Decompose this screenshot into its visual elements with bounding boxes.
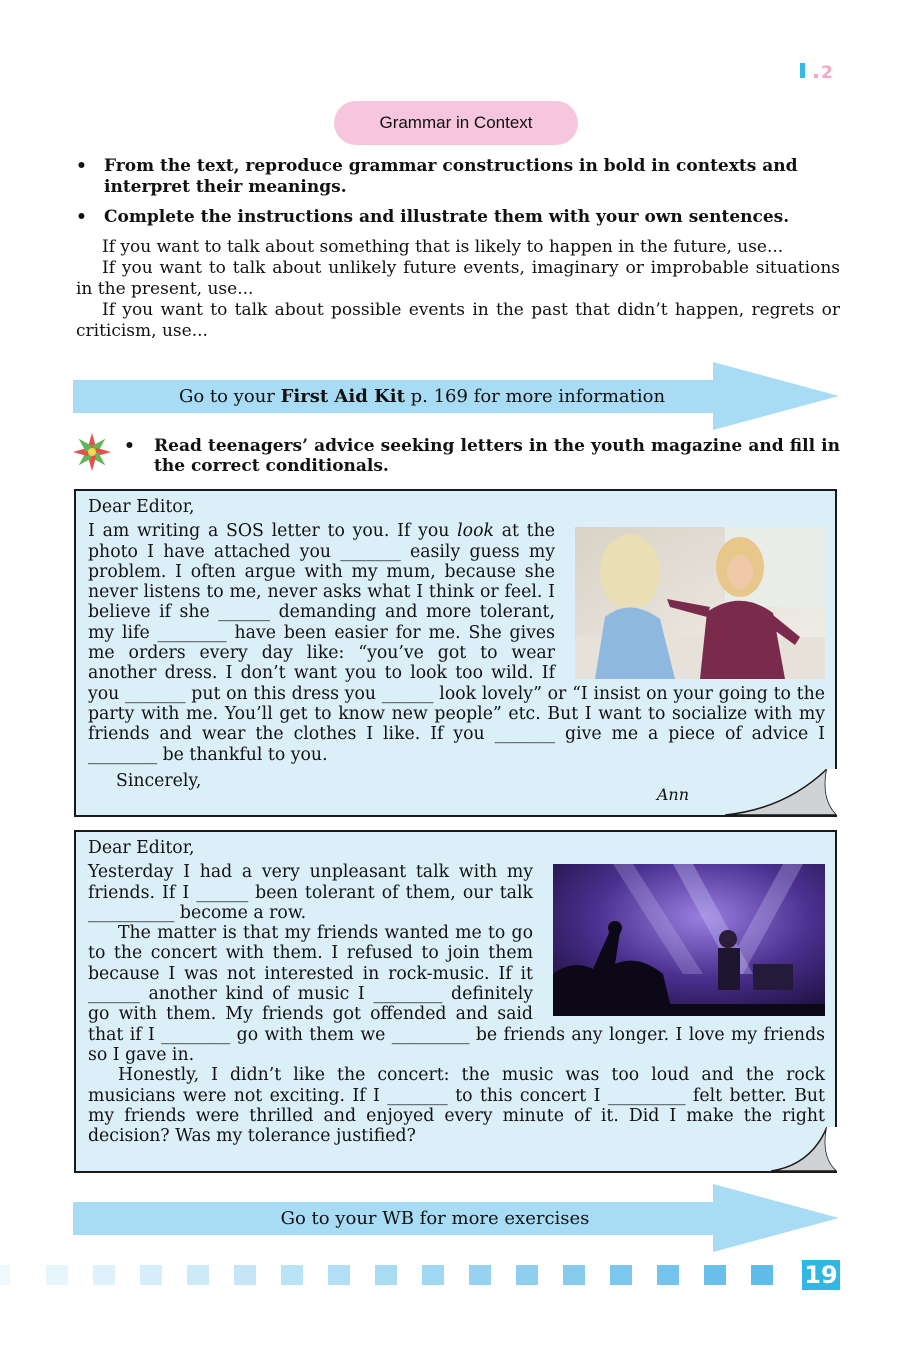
task-instruction: [72, 428, 840, 480]
prompt-text: If you want to talk about unlikely future events, imaginary or improbable situations in the present, use...: [76, 258, 840, 299]
page-curl-icon: [725, 769, 837, 817]
instruction-item: [76, 207, 840, 228]
svg-text:2: 2: [821, 63, 833, 82]
letter-body-text: I am writing a SOS letter to you. If you: [88, 521, 458, 542]
letter-1: [74, 489, 837, 817]
page-curl-icon: [771, 1127, 837, 1173]
letter-signature: Ann: [656, 784, 689, 804]
bullet-icon: •: [76, 156, 87, 176]
letter-body-italic: look: [457, 521, 494, 542]
instruction-item: [76, 156, 840, 198]
bullet-icon: •: [76, 207, 87, 227]
bullet-icon: •: [124, 436, 135, 456]
prompt-text: If you want to talk about something that is likely to happen in the future, use...: [102, 237, 784, 257]
letter-greeting: Dear Editor,: [88, 838, 195, 858]
instruction-text: Complete the instructions and illustrate them with your own sentences.: [104, 207, 790, 227]
letter-greeting: Dear Editor,: [88, 497, 195, 517]
letter-body: The matter is that my friends wanted me to go to the concert with them. I refused to join them because I was not interested in rock-music. If it ______ another kind of music I ________ definitely go with them. My friends got offended and said that if I ________ go with them we _________ be friends any longer. I love my friends so I gave in.: [88, 923, 825, 1065]
workbook-banner: [73, 1183, 839, 1253]
argument-photo: [575, 527, 825, 679]
banner-text: [73, 361, 771, 431]
page-number: 19: [802, 1260, 840, 1290]
star-icon: [72, 432, 112, 472]
unit-marker: [796, 60, 846, 82]
letter-body: Honestly, I didn’t like the concert: the music was too loud and the rock musicians were not exciting. If I _______ to this concert I _________ felt better. But my friends were thrilled and enjoyed every minute of it. Did I make the right decision? Was my tolerance justified?: [88, 1065, 825, 1147]
instruction-text: From the text, reproduce grammar constructions in bold in contexts and interpret their meanings.: [104, 156, 798, 197]
banner-text-post: p. 169 for more information: [404, 385, 666, 407]
section-title-pill: [334, 101, 578, 145]
banner-text: Go to your WB for more exercises: [280, 1207, 590, 1229]
first-aid-kit-link: First Aid Kit: [280, 385, 405, 407]
instructions-block: [76, 156, 840, 342]
letter-body-text: at the photo I have attached you _______ easily guess my problem. I often argue with my mum, because she never listens to me, never asks what I think or feel. I believe if she ______ demanding and more tolerant, my life ________ have been easier for me. She gives me orders every day like: “you’ve got to wear another dress. I don’t want you to look too wild. If you _______ put on this dress you ______ look lovely” or “I insist on your going to the party with me. You’ll get to know new people” etc. But I want to socialize with my friends and wear the clothes I like. If you _______ give me a piece of advice I ________ be thankful to you.: [88, 521, 825, 765]
concert-photo: [553, 864, 825, 1016]
letter-body: Yesterday I had a very unpleasant talk with my friends. If I ______ been tolerant of them, our talk __________ become a row.: [88, 862, 533, 923]
first-aid-kit-banner: [73, 361, 839, 431]
banner-text-pre: Go to your: [178, 385, 281, 407]
task-text: Read teenagers’ advice seeking letters in the youth magazine and fill in the correct conditionals.: [154, 436, 840, 476]
letter-2: [74, 830, 837, 1173]
section-title: Grammar in Context: [379, 113, 533, 132]
decorative-strip: [0, 1265, 800, 1285]
prompt-text: If you want to talk about possible events in the past that didn’t happen, regrets or criticism, use...: [76, 300, 840, 341]
letter-closing: Sincerely,: [116, 770, 202, 791]
